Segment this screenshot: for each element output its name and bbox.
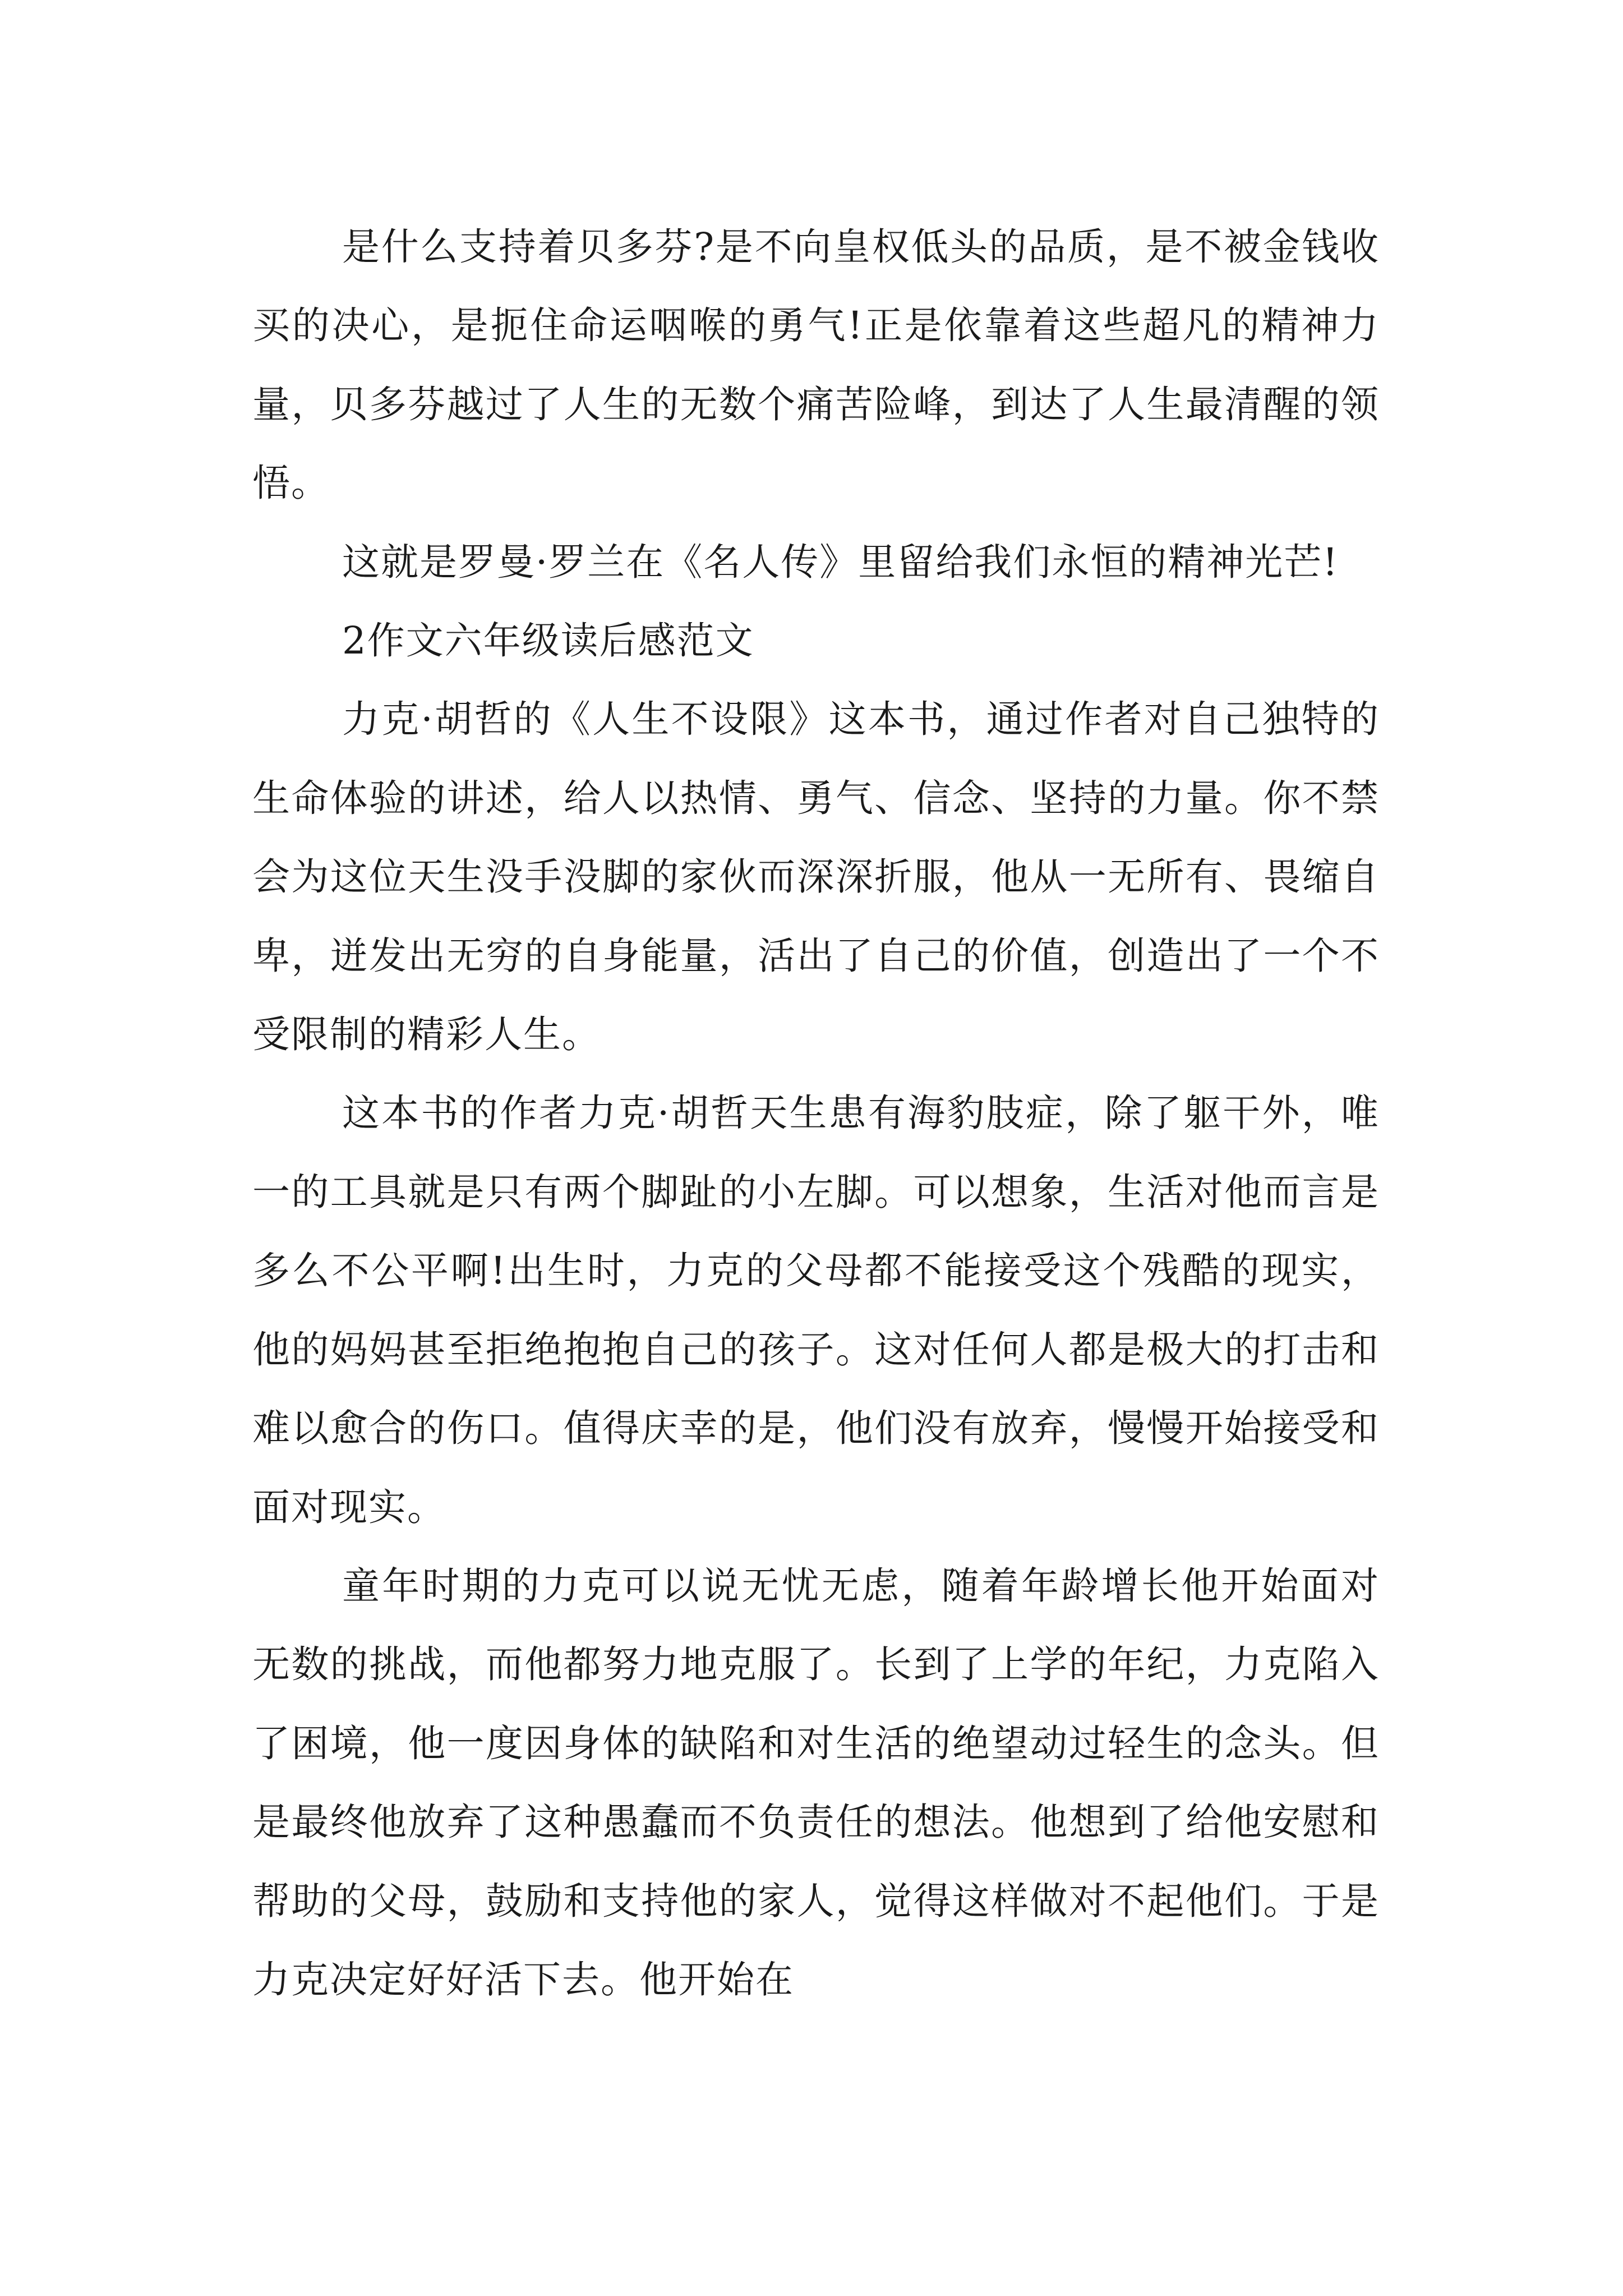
paragraph: 是什么支持着贝多芬?是不向皇权低头的品质，是不被金钱收买的决心，是扼住命运咽喉的勇气!正是依靠着这些超凡的精神力量，贝多芬越过了人生的无数个痛苦险峰，到达了人生最清醒的领悟。 bbox=[252, 225, 1380, 505]
section-heading: 2作文六年级读后感范文 bbox=[342, 619, 754, 663]
document-body bbox=[252, 208, 1380, 2019]
paragraph: 这就是罗曼·罗兰在《名人传》里留给我们永恒的精神光芒! bbox=[342, 540, 1339, 584]
paragraph: 童年时期的力克可以说无忧无虑，随着年龄增长他开始面对无数的挑战，而他都努力地克服了。长到了上学的年纪，力克陷入了困境，他一度因身体的缺陷和对生活的绝望动过轻生的念头。但是最终他放弃了这种愚蠢而不负责任的想法。他想到了给他安慰和帮助的父母，鼓励和支持他的家人，觉得这样做对不起他们。于是力克决定好好活下去。他开始在 bbox=[252, 1563, 1380, 2001]
paragraph: 这本书的作者力克·胡哲天生患有海豹肢症，除了躯干外，唯一的工具就是只有两个脚趾的小左脚。可以想象，生活对他而言是多么不公平啊!出生时，力克的父母都不能接受这个残酷的现实，他的妈妈甚至拒绝抱抱自己的孩子。这对任何人都是极大的打击和难以愈合的伤口。值得庆幸的是，他们没有放弃，慢慢开始接受和面对现实。 bbox=[252, 1091, 1380, 1529]
paragraph: 力克·胡哲的《人生不设限》这本书，通过作者对自己独特的生命体验的讲述，给人以热情、勇气、信念、坚持的力量。你不禁会为这位天生没手没脚的家伙而深深折服，他从一无所有、畏缩自卑，迸发出无穷的自身能量，活出了自己的价值，创造出了一个不受限制的精彩人生。 bbox=[252, 697, 1380, 1057]
